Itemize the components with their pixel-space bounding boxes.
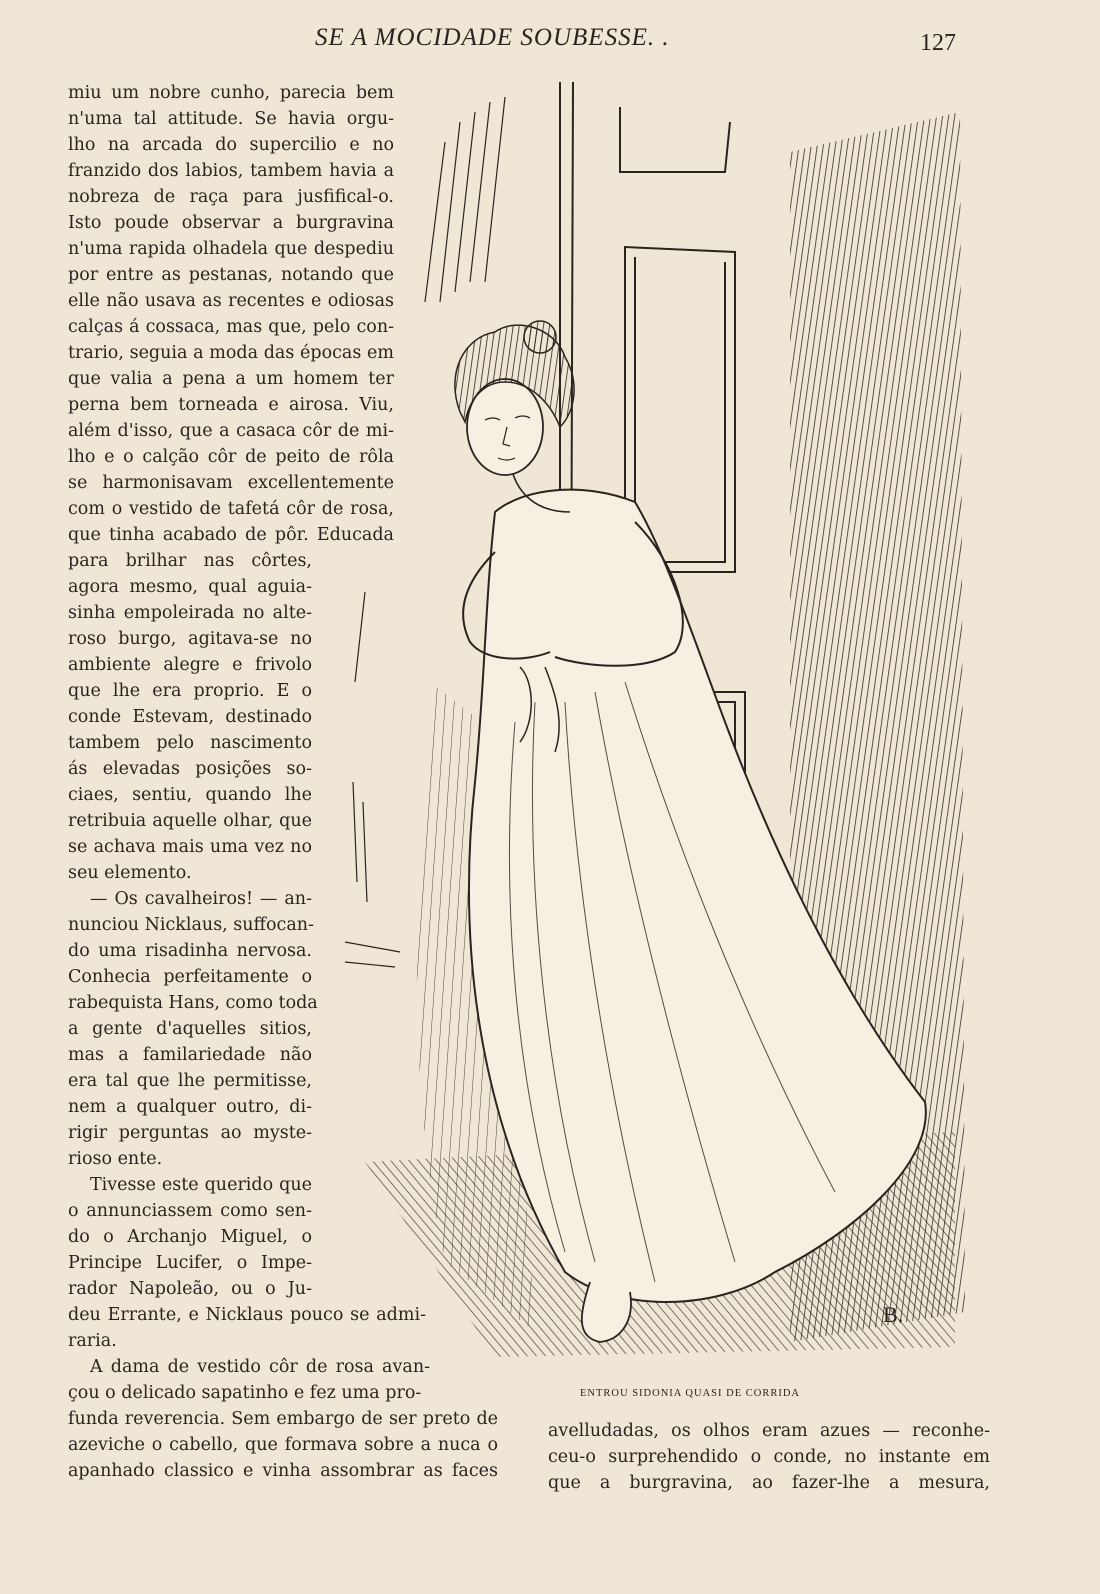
text-line: para brilhar nas côrtes, xyxy=(68,551,312,571)
text-line: rioso ente. xyxy=(68,1149,163,1169)
text-line: calças á cossaca, mas que, pelo con- xyxy=(68,317,394,337)
text-line: lho e o calção côr de peito de rôla xyxy=(68,447,394,467)
text-line: nobreza de raça para jusfifical-o. xyxy=(68,187,394,207)
text-line: azeviche o cabello, que formava sobre a nuca o xyxy=(68,1435,498,1455)
text-line: Conhecia perfeitamente o xyxy=(68,967,312,987)
text-line: retribuia aquelle olhar, que xyxy=(68,811,312,831)
artist-signature: B. xyxy=(883,1302,904,1327)
text-line: se achava mais uma vez no xyxy=(68,837,312,857)
text-line: çou o delicado sapatinho e fez uma pro- xyxy=(68,1383,422,1403)
text-line: miu um nobre cunho, parecia bem xyxy=(68,83,394,103)
text-line: que tinha acabado de pôr. Educada xyxy=(68,525,394,545)
text-line: rigir perguntas ao myste- xyxy=(68,1123,312,1143)
text-line: conde Estevam, destinado xyxy=(68,707,312,727)
running-title: SE A MOCIDADE SOUBESSE. . xyxy=(315,24,670,51)
text-line: ambiente alegre e frivolo xyxy=(68,655,312,675)
text-line: era tal que lhe permitisse, xyxy=(68,1071,312,1091)
text-line: sinha empoleirada no alte- xyxy=(68,603,312,623)
text-line: a gente d'aquelles sitios, xyxy=(68,1019,312,1039)
text-block-narrow xyxy=(68,548,318,1302)
text-line: deu Errante, e Nicklaus pouco se admi- xyxy=(68,1305,426,1325)
text-line: Tivesse este querido que xyxy=(90,1175,312,1195)
text-line: raria. xyxy=(68,1331,117,1351)
text-line: além d'isso, que a casaca côr de mi- xyxy=(68,421,394,441)
engraving-illustration xyxy=(335,82,985,1382)
text-line: A dama de vestido côr de rosa avan- xyxy=(90,1357,430,1377)
text-line: ciaes, sentiu, quando lhe xyxy=(68,785,312,805)
text-line: o annunciassem como sen- xyxy=(68,1201,312,1221)
text-line: roso burgo, agitava-se no xyxy=(68,629,312,649)
text-line: ceu-o surprehendido o conde, no instante em xyxy=(548,1447,990,1467)
text-line: n'uma rapida olhadela que despediu xyxy=(68,239,394,259)
text-line: Principe Lucifer, o Impe- xyxy=(68,1253,312,1273)
text-line: mas a familariedade não xyxy=(68,1045,312,1065)
text-line: ás elevadas posições so- xyxy=(68,759,312,779)
text-line: franzido dos labios, tambem havia a xyxy=(68,161,394,181)
text-block-right xyxy=(548,1418,990,1496)
text-line: Isto poude observar a burgravina xyxy=(68,213,394,233)
hair-bun xyxy=(524,321,556,353)
text-line: nem a qualquer outro, di- xyxy=(68,1097,312,1117)
text-line: do o Archanjo Miguel, o xyxy=(68,1227,312,1247)
text-line: elle não usava as recentes e odiosas xyxy=(68,291,394,311)
text-line: tambem pelo nascimento xyxy=(68,733,312,753)
text-line: agora mesmo, qual aguia- xyxy=(68,577,312,597)
text-line: que a burgravina, ao fazer-lhe a mesura, xyxy=(548,1473,990,1493)
text-line: perna bem torneada e airosa. Viu, xyxy=(68,395,394,415)
text-line: que valia a pena a um homem ter xyxy=(68,369,394,389)
text-line: rabequista Hans, como toda xyxy=(68,993,318,1013)
text-line: — Os cavalheiros! — an- xyxy=(90,889,312,909)
illustration-caption: ENTROU SIDONIA QUASI DE CORRIDA xyxy=(580,1388,800,1399)
text-line: apanhado classico e vinha assombrar as faces xyxy=(68,1461,498,1481)
text-line: n'uma tal attitude. Se havia orgu- xyxy=(68,109,394,129)
text-line: por entre as pestanas, notando que xyxy=(68,265,394,285)
text-line: que lhe era proprio. E o xyxy=(68,681,312,701)
text-line: com o vestido de tafetá côr de rosa, xyxy=(68,499,394,519)
text-line: avelludadas, os olhos eram azues — reconhe- xyxy=(548,1421,990,1441)
text-line: seu elemento. xyxy=(68,863,192,883)
page-number: 127 xyxy=(920,30,956,56)
text-line: rador Napoleão, ou o Ju- xyxy=(68,1279,312,1299)
text-line: lho na arcada do supercilio e no xyxy=(68,135,394,155)
text-line: nunciou Nicklaus, suffocan- xyxy=(68,915,314,935)
text-line: funda reverencia. Sem embargo de ser preto de xyxy=(68,1409,498,1429)
text-line: do uma risadinha nervosa. xyxy=(68,941,312,961)
text-line: se harmonisavam excellentemente xyxy=(68,473,394,493)
text-line: trario, seguia a moda das épocas em xyxy=(68,343,394,363)
